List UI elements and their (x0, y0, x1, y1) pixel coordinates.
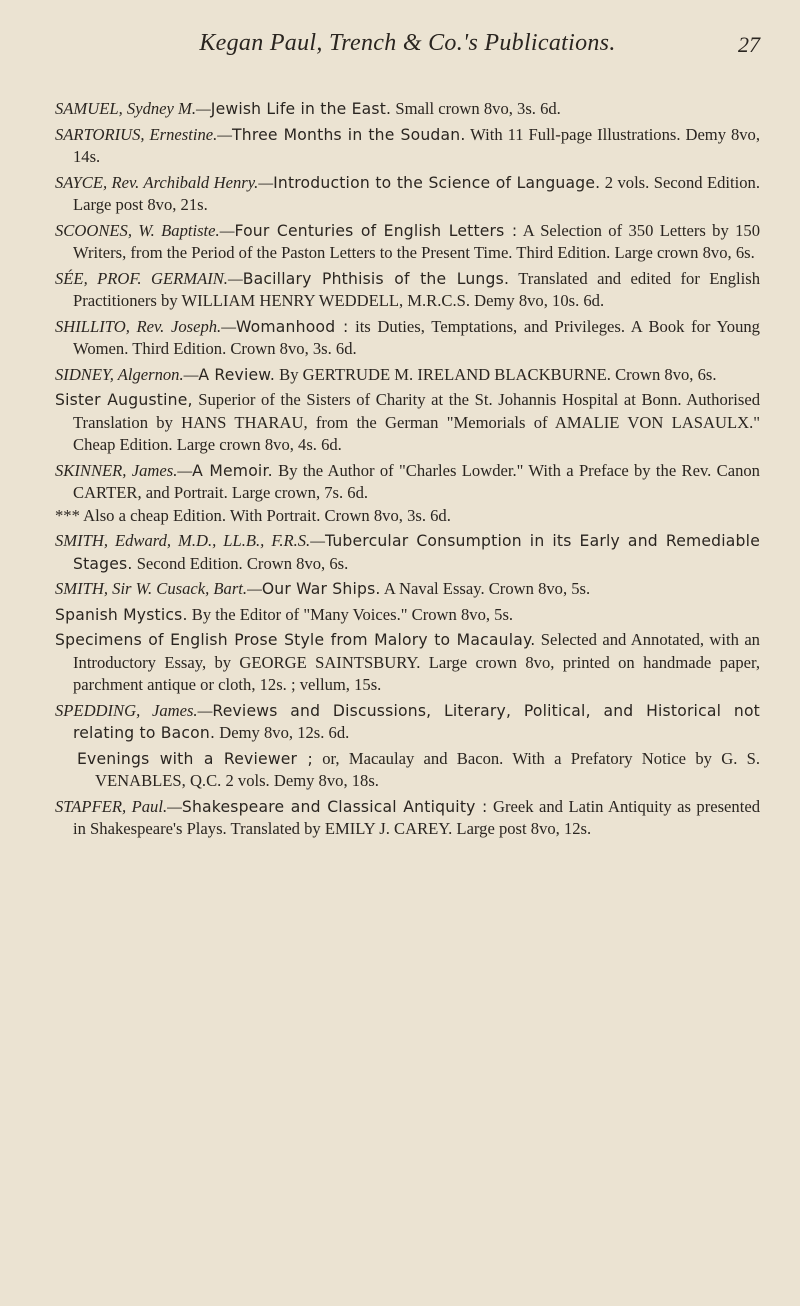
book-details: 2 vols. Second Edition. Large post 8vo, 21s. (73, 172, 760, 214)
author-name: STAPFER, Paul. (55, 796, 168, 816)
book-title: Introduction to the Science of Language. (273, 173, 601, 192)
book-details: With 11 Full-page Illustrations. Demy 8vo, 14s. (73, 124, 760, 166)
book-details: Small crown 8vo, 3s. 6d. (391, 99, 561, 118)
catalogue-entry (55, 748, 760, 793)
author-name: SMITH, Edward, M.D., LL.B., F.R.S. (55, 531, 311, 550)
author-name: SÉE, PROF. GERMAIN. (55, 268, 228, 288)
book-details: its Duties, Temptations, and Privileges. A Book for Young Women. Third Edition. Crown 8vo, 3s. 6d. (73, 316, 760, 358)
book-title: Reviews and Discussions, Literary, Political, and Historical not relating to Bacon. (73, 701, 760, 742)
book-details: Second Edition. Crown 8vo, 6s. (132, 553, 349, 573)
book-title: Jewish Life in the East. (210, 100, 392, 118)
catalogue-entry (55, 172, 760, 217)
book-details: A Naval Essay. Crown 8vo, 5s. (380, 579, 591, 598)
catalogue-entry (55, 629, 760, 697)
author-name: SCOONES, W. Baptiste. (55, 220, 220, 240)
catalogue-entry (55, 460, 760, 528)
catalogue-entry (55, 700, 760, 745)
entry-separator: — (258, 172, 274, 192)
book-title: Spanish Mystics. (55, 605, 188, 624)
book-title: Sister Augustine, (55, 391, 193, 409)
catalogue-entry (55, 389, 760, 457)
page-header (55, 30, 760, 78)
book-title: A Review. (198, 365, 275, 384)
catalogue-entry (55, 364, 760, 387)
catalogue-entry (55, 220, 760, 265)
book-details: A Selection of 350 Letters by 150 Writers, from the Period of the Paston Letters to the Present Time. Third Edition. Large crown 8vo, 6s. (73, 220, 761, 262)
book-title: Tubercular Consumption in its Early and Remediable Stages. (73, 532, 760, 573)
entry-separator: — (219, 220, 235, 240)
entry-separator: — (177, 460, 193, 480)
book-details: By GERTRUDE M. IRELAND BLACKBURNE. Crown 8vo, 6s. (274, 364, 717, 384)
book-details: or, Macaulay and Bacon. With a Prefatory Notice by G. S. VENABLES, Q.C. 2 vols. Demy 8vo, 18s. (95, 748, 761, 790)
catalogue-entry (55, 796, 760, 841)
book-title: Four Centuries of English Letters : (234, 221, 518, 240)
running-head: Kegan Paul, Trench & Co.'s Publications. (199, 30, 616, 56)
entry-separator: — (197, 700, 213, 720)
catalogue-entry (55, 578, 760, 601)
book-details: By the Editor of "Many Voices." Crown 8vo, 5s. (187, 604, 514, 624)
catalogue-entry (55, 268, 760, 313)
author-name: SAMUEL, Sydney M. (55, 99, 197, 118)
catalogue-entry (55, 604, 760, 627)
catalogue-entry (55, 124, 760, 169)
entry-separator: — (247, 579, 262, 598)
author-name: SHILLITO, Rev. Joseph. (55, 316, 222, 336)
book-title: Three Months in the Soudan. (232, 125, 466, 144)
author-name: SPEDDING, James. (55, 700, 198, 720)
book-details: Translated and edited for English Practitioners by WILLIAM HENRY WEDDELL, M.R.C.S. Demy 8vo, 10s. 6d. (73, 268, 760, 310)
author-name: SMITH, Sir W. Cusack, Bart. (55, 579, 248, 598)
author-name: SAYCE, Rev. Archibald Henry. (55, 172, 259, 192)
entry-separator: — (221, 316, 236, 336)
entry-separator: — (227, 268, 243, 288)
author-name: SIDNEY, Algernon. (55, 364, 184, 384)
entry-separator: — (167, 796, 182, 816)
catalogue-entry (55, 530, 760, 575)
book-title: Specimens of English Prose Style from Malory to Macaulay. (55, 631, 536, 649)
book-title: A Memoir. (192, 461, 273, 480)
book-details: Superior of the Sisters of Charity at the St. Johannis Hospital at Bonn. Authorised Translation by HANS THARAU, from the German "Memorials of AMALIE VON LASAULX." Cheap Edition. Large crown 8vo, 4s. 6d. (73, 390, 761, 454)
entry-separator: — (310, 531, 325, 550)
book-details: Demy 8vo, 12s. 6d. (215, 723, 350, 742)
author-name: SARTORIUS, Ernestine. (55, 124, 218, 144)
entry-separator: — (196, 99, 211, 118)
edition-note: *** Also a cheap Edition. With Portrait. Crown 8vo, 3s. 6d. (55, 505, 451, 525)
book-title: Our War Ships. (261, 580, 381, 598)
entry-separator: — (217, 124, 233, 144)
page-number: 27 (738, 32, 760, 57)
entry-separator: — (183, 364, 199, 384)
catalogue-entry (55, 98, 760, 121)
book-details: Greek and Latin Antiquity as presented in Shakespeare's Plays. Translated by EMILY J. CAREY. Large post 8vo, 12s. (73, 796, 760, 838)
book-details: By the Author of "Charles Lowder." With a Preface by the Rev. Canon CARTER, and Portrait. Large crown, 7s. 6d. (73, 460, 760, 502)
book-title: Shakespeare and Classical Antiquity : (181, 797, 488, 816)
catalogue-entries (55, 98, 760, 841)
book-details: Selected and Annotated, with an Introductory Essay, by GEORGE SAINTSBURY. Large crown 8vo, printed on handmade paper, parchment antique or cloth, 12s. ; vellum, 15s. (73, 630, 760, 694)
book-title: Evenings with a Reviewer ; (77, 749, 313, 768)
catalogue-entry (55, 316, 760, 361)
author-name: SKINNER, James. (55, 460, 178, 480)
book-title: Womanhood : (235, 317, 349, 336)
book-title: Bacillary Phthisis of the Lungs. (242, 269, 510, 288)
